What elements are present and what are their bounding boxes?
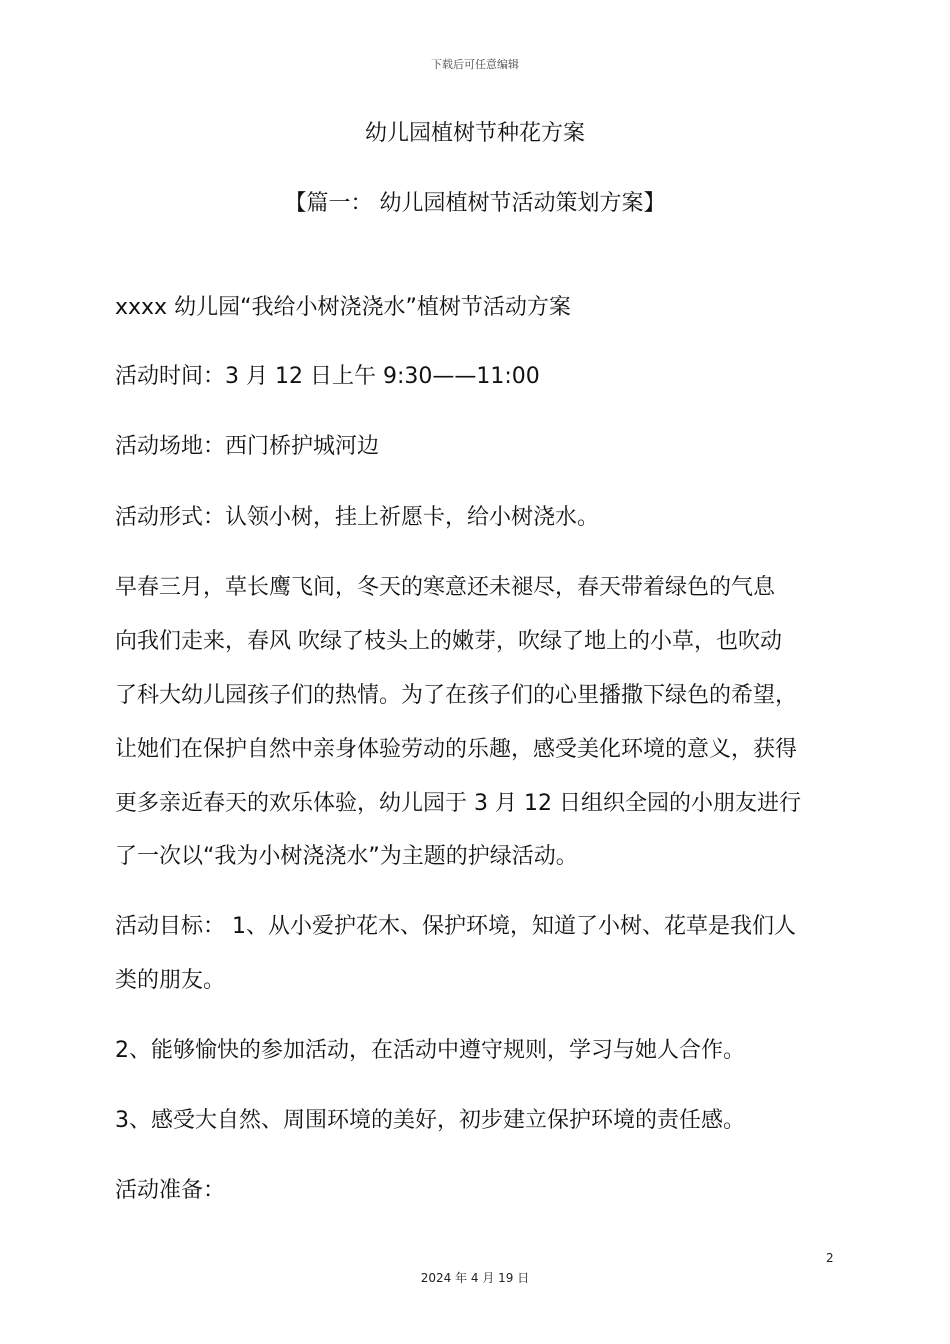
activity-preparation: 活动准备： xyxy=(115,1178,226,1203)
paragraph-line: 让她们在保护自然中亲身体验劳动的乐趣，感受美化环境的意义，获得 xyxy=(115,737,798,762)
paragraph-line: 更多亲近春天的欢乐体验，幼儿园于 3 月 12 日组织全园的小朋友进行 xyxy=(115,791,801,816)
header-note: 下载后可任意编辑 xyxy=(431,58,519,71)
document-title: 幼儿园植树节种花方案 xyxy=(364,121,585,146)
activity-goal-3: 3、感受大自然、周围环境的美好，初步建立保护环境的责任感。 xyxy=(115,1108,745,1133)
activity-form: 活动形式：认领小树，挂上祈愿卡，给小树浇水。 xyxy=(115,505,600,530)
section-title: 【篇一： 幼儿园植树节活动策划方案】 xyxy=(284,191,666,216)
activity-time: 活动时间：3 月 12 日上午 9:30——11:00 xyxy=(115,364,540,389)
page-number: 2 xyxy=(826,1251,834,1265)
paragraph-line: 向我们走来，春风 吹绿了枝头上的嫩芽，吹绿了地上的小草，也吹动 xyxy=(115,629,782,654)
activity-goal-2: 2、能够愉快的参加活动，在活动中遵守规则，学习与她人合作。 xyxy=(115,1038,745,1063)
activity-goal-1-cont: 类的朋友。 xyxy=(115,968,226,993)
paragraph-line: 了科大幼儿园孩子们的热情。为了在孩子们的心里播撒下绿色的希望， xyxy=(115,683,798,708)
paragraph-line: 早春三月，草长鹰飞间，冬天的寒意还未褪尽，春天带着绿色的气息 xyxy=(115,575,776,600)
activity-plan-heading: xxxx 幼儿园“我给小树浇浇水”植树节活动方案 xyxy=(115,295,571,320)
footer-date: 2024 年 4 月 19 日 xyxy=(420,1271,530,1285)
activity-venue: 活动场地：西门桥护城河边 xyxy=(115,434,380,459)
activity-goal-1: 活动目标： 1、从小爱护花木、保护环境，知道了小树、花草是我们人 xyxy=(115,914,796,939)
paragraph-line: 了一次以“我为小树浇浇水”为主题的护绿活动。 xyxy=(115,844,578,869)
